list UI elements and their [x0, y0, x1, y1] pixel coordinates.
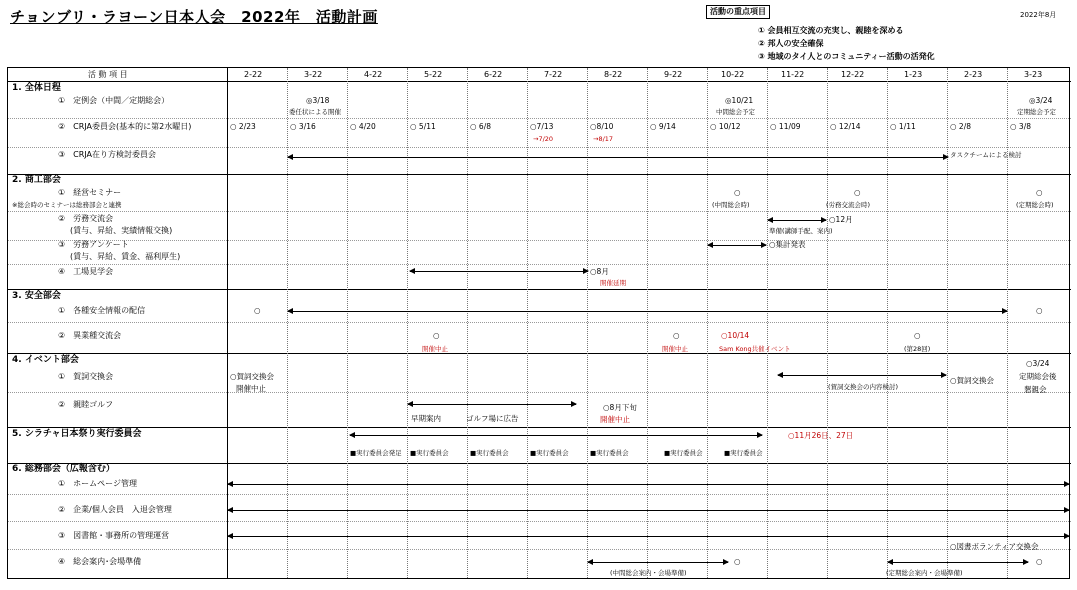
event-note: タスクチームによる検討	[950, 151, 1022, 159]
rescheduled-date: →7/20	[533, 135, 554, 143]
month-divider	[1007, 68, 1008, 578]
header-month: 3-22	[304, 70, 323, 79]
row-divider	[8, 147, 1071, 148]
event-marker: ○12月	[829, 215, 853, 224]
rescheduled-date: →8/17	[593, 135, 614, 143]
event-marker: ○8月下旬	[603, 403, 637, 412]
row-note: (賃与、昇給、実績情報交換)	[70, 226, 173, 235]
event-note: (賀詞交換会の内容検討)	[828, 383, 899, 391]
row-label: ① ホームページ管理	[58, 479, 138, 488]
row-label: ④ 工場見学会	[58, 267, 114, 276]
event-marker: ○図書ボランティア交換会	[950, 542, 1039, 551]
row-label: ③ CRJA在り方検討委員会	[58, 150, 157, 159]
row-note: ※総会時のセミナーは総務部会と連携	[12, 201, 122, 209]
row-divider	[8, 118, 1071, 119]
row-label: ③ 図書館・事務所の管理運営	[58, 531, 170, 540]
month-divider	[467, 68, 468, 578]
month-divider	[587, 68, 588, 578]
event-marker: ○3/24	[1026, 359, 1050, 368]
event-marker: ○	[673, 331, 680, 340]
event-note: Sam Kong共催イベント	[719, 345, 791, 353]
event-note: 懇親会	[1024, 385, 1047, 394]
event-note: (中間総会案内・会場準備)	[610, 569, 687, 577]
header-month: 12-22	[841, 70, 865, 79]
row-label: ① 各種安全情報の配信	[58, 306, 146, 315]
document-date: 2022年8月	[1020, 11, 1057, 19]
header-month: 9-22	[664, 70, 683, 79]
period-arrow	[228, 536, 1069, 537]
section-title: 3. 安全部会	[12, 291, 61, 301]
section-title: 2. 商工部会	[12, 175, 61, 185]
header-month: 11-22	[781, 70, 805, 79]
month-divider	[527, 68, 528, 578]
row-label: ② 異業種交流会	[58, 331, 122, 340]
event-marker: ○	[734, 188, 741, 197]
month-divider	[947, 68, 948, 578]
row-label: ① 賀詞交換会	[58, 372, 114, 381]
focus-label: 活動の重点項目	[706, 5, 770, 19]
period-arrow	[778, 375, 946, 376]
committee-meeting: ■実行委員会	[470, 449, 509, 457]
header-month: 5-22	[424, 70, 443, 79]
period-arrow	[288, 311, 1007, 312]
meeting-date: ○ 3/16	[290, 122, 316, 131]
period-arrow	[228, 510, 1069, 511]
row-label: ② 労務交流会	[58, 214, 114, 223]
meeting-date: ○8/10	[590, 122, 614, 131]
event-note: (第28回)	[904, 345, 931, 353]
event-marker: ○	[734, 557, 741, 566]
event-marker: ○賀詞交換会	[950, 376, 995, 385]
meeting-date: ○ 2/23	[230, 122, 256, 131]
header-month: 7-22	[544, 70, 563, 79]
section-divider	[8, 463, 1071, 464]
event-status: 開催延期	[600, 279, 626, 287]
event-status: 開催中止	[422, 345, 448, 353]
meeting-date: ○7/13	[530, 122, 554, 131]
meeting-date: ○ 12/14	[830, 122, 861, 131]
header-month: 10-22	[721, 70, 745, 79]
event-note: (定期総会案内・会場準備)	[886, 569, 963, 577]
month-divider	[707, 68, 708, 578]
row-divider	[8, 211, 1071, 212]
row-label: ④ 総会案内･会場準備	[58, 557, 142, 566]
header-month: 2-22	[244, 70, 263, 79]
focus-item-3: ③ 地域のタイ人とのコミュニティー活動の活発化	[758, 52, 935, 61]
focus-item-2: ② 邦人の安全確保	[758, 39, 824, 48]
row-label: ③ 労務アンケート	[58, 240, 129, 249]
event-note: ゴルフ場に広告	[466, 414, 519, 423]
committee-meeting: ■実行委員会	[410, 449, 449, 457]
month-divider	[407, 68, 408, 578]
header-item-column: 活 動 項 目	[88, 70, 128, 79]
month-divider	[287, 68, 288, 578]
event-note: 準備(講師手配、案内)	[769, 227, 833, 235]
event-status: 開催中止	[236, 384, 266, 393]
event-marker: ◎10/21	[725, 96, 754, 105]
section-title: 5. シラチャ日本祭り実行委員会	[12, 429, 142, 439]
event-note: (中間総会時)	[712, 201, 750, 209]
event-marker: ○	[914, 331, 921, 340]
committee-meeting: ■実行委員会	[530, 449, 569, 457]
period-arrow	[708, 245, 766, 246]
month-divider	[347, 68, 348, 578]
row-label: ① 経営セミナー	[58, 188, 122, 197]
committee-meeting: ■実行委員会発足	[350, 449, 402, 457]
row-label: ② 企業/個人会員 入退会管理	[58, 505, 172, 514]
page-title: チョンブリ・ラヨーン日本人会 2022年 活動計画	[10, 8, 378, 26]
header-month: 8-22	[604, 70, 623, 79]
meeting-date: ○ 4/20	[350, 122, 376, 131]
header-month: 1-23	[904, 70, 923, 79]
event-note: 早期案内	[411, 414, 441, 423]
month-divider	[827, 68, 828, 578]
meeting-date: ○ 6/8	[470, 122, 491, 131]
event-note: 定期総会後	[1019, 372, 1057, 381]
period-arrow	[350, 435, 762, 436]
section-divider	[8, 353, 1071, 354]
meeting-date: ○ 11/09	[770, 122, 801, 131]
row-divider	[8, 392, 1071, 393]
event-status: 開催中止	[662, 345, 688, 353]
event-marker: ○	[433, 331, 440, 340]
event-marker: ○10/14	[721, 331, 750, 340]
meeting-date: ○ 9/14	[650, 122, 676, 131]
committee-meeting: ■実行委員会	[664, 449, 703, 457]
meeting-date: ○ 3/8	[1010, 122, 1031, 131]
header-divider	[8, 81, 1071, 82]
meeting-date: ○ 5/11	[410, 122, 436, 131]
section-title: 1. 全体日程	[12, 83, 61, 93]
row-note: (賃与、昇給、賃金、福利厚生)	[70, 252, 181, 261]
row-divider	[8, 549, 1071, 550]
section-divider	[8, 289, 1071, 290]
period-arrow	[408, 404, 576, 405]
row-divider	[8, 494, 1071, 495]
focus-item-1: ① 会員相互交流の充実し、親睦を深める	[758, 26, 904, 35]
event-marker: ○11月26日、27日	[788, 431, 854, 440]
period-arrow	[888, 562, 1028, 563]
schedule-table	[7, 67, 1070, 579]
event-note: (労務交流会時)	[826, 201, 871, 209]
period-arrow	[288, 157, 948, 158]
month-divider	[887, 68, 888, 578]
month-divider	[767, 68, 768, 578]
header-month: 3-23	[1024, 70, 1043, 79]
meeting-date: ○ 10/12	[710, 122, 741, 131]
event-marker: ○	[254, 306, 261, 315]
row-label: ① 定例会（中間／定期総会）	[58, 96, 170, 105]
event-marker: ○	[854, 188, 861, 197]
meeting-date: ○ 2/8	[950, 122, 971, 131]
row-divider	[8, 264, 1071, 265]
event-status: 開催中止	[600, 415, 630, 424]
event-marker: ○集計発表	[769, 240, 806, 249]
month-divider	[647, 68, 648, 578]
row-divider	[8, 521, 1071, 522]
section-divider	[8, 427, 1071, 428]
event-note: 定期総会予定	[1017, 108, 1056, 116]
header-month: 4-22	[364, 70, 383, 79]
label-column-divider	[227, 68, 228, 578]
period-arrow	[588, 562, 728, 563]
committee-meeting: ■実行委員会	[590, 449, 629, 457]
event-marker: ○8月	[590, 267, 609, 276]
event-marker: ○	[1036, 557, 1043, 566]
event-marker: ◎3/24	[1029, 96, 1053, 105]
event-marker: ○賀詞交換会	[230, 372, 275, 381]
row-label: ② CRJA委員会(基本的に第2水曜日)	[58, 122, 192, 131]
event-note: 中間総会予定	[716, 108, 755, 116]
section-divider	[8, 174, 1071, 175]
event-marker: ◎3/18	[306, 96, 330, 105]
section-title: 4. イベント部会	[12, 355, 79, 365]
header-month: 2-23	[964, 70, 983, 79]
row-divider	[8, 322, 1071, 323]
meeting-date: ○ 1/11	[890, 122, 916, 131]
header-month: 6-22	[484, 70, 503, 79]
period-arrow	[228, 484, 1069, 485]
period-arrow	[410, 271, 588, 272]
event-marker: ○	[1036, 306, 1043, 315]
period-arrow	[768, 220, 826, 221]
row-label: ② 親睦ゴルフ	[58, 400, 114, 409]
section-title: 6. 総務部会（広報含む）	[12, 464, 115, 474]
event-note: (定期総会時)	[1016, 201, 1054, 209]
committee-meeting: ■実行委員会	[724, 449, 763, 457]
row-divider	[8, 240, 1071, 241]
event-marker: ○	[1036, 188, 1043, 197]
event-note: 委任状による開催	[289, 108, 341, 116]
